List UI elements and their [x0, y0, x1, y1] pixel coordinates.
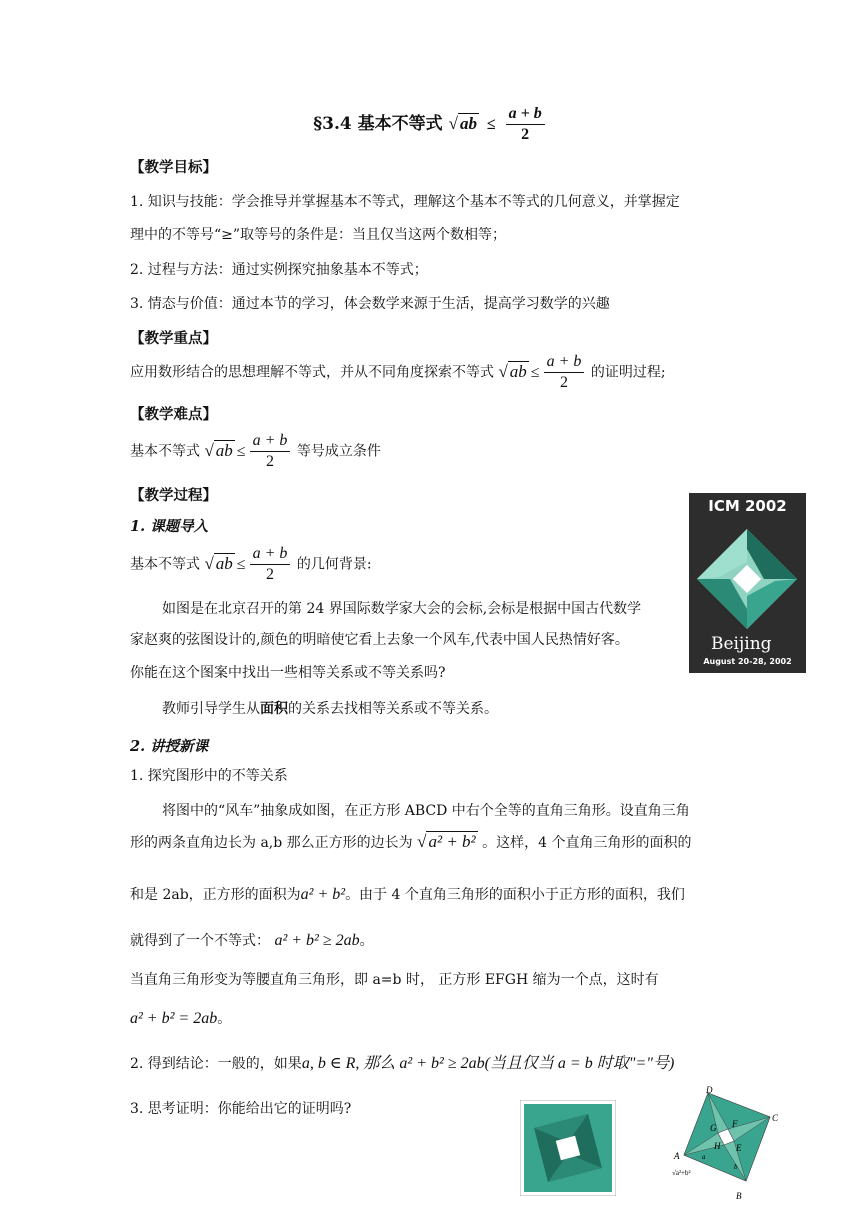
fraction-a-plus-b-over-2: $\frac{a + b}{2}$: [506, 104, 545, 145]
intro-p1: 如图是在北京召开的第 24 界国际数学家大会的会标,会标是根据中国古代数学: [162, 601, 642, 617]
intro-heading: 1. 课题导入: [130, 518, 209, 535]
svg-text:A: A: [674, 1151, 680, 1161]
lecture-p4: 就得到了一个不等式： a² + b² ≥ 2ab。: [130, 932, 374, 949]
windmill-icon: [689, 519, 806, 639]
intro-p2: 家赵爽的弦图设计的,颜色的明暗使它看上去象一个风车,代表中国人民热情好客。: [130, 632, 629, 648]
lecture-p3: 和是 2ab，正方形的面积为a² + b²。由于 4 个直角三角形的面积小于正方形的面积，我们: [130, 886, 685, 903]
goals-heading: 【教学目标】: [130, 159, 217, 176]
lecture-s1: 1. 探究图形中的不等关系: [130, 768, 288, 784]
svg-text:C: C: [772, 1113, 779, 1123]
square-abcd-figure: [662, 1085, 782, 1203]
lecture-p5: 当直角三角形变为等腰直角三角形，即 a=b 时， 正方形 EFGH 缩为一个点，这时有: [130, 972, 659, 988]
goal-1b: 理中的不等号“≥”取等号的条件是：当且仅当这两个数相等；: [130, 227, 507, 243]
icm-2002-logo: ICM 2002 Beijing August 20-28, 2002: [689, 493, 806, 673]
svg-text:b: b: [734, 1163, 738, 1171]
lecture-p6: a² + b² = 2ab。: [130, 1010, 232, 1027]
svg-text:a: a: [702, 1153, 706, 1161]
svg-text:√a²+b²: √a²+b²: [672, 1169, 691, 1177]
lecture-heading: 2. 讲授新课: [130, 738, 209, 755]
page-title: §3.4 基本不等式 √ ab ≤ $\frac{a + b}{2}$: [0, 104, 860, 145]
key-heading: 【教学重点】: [130, 330, 217, 347]
svg-text:E: E: [736, 1143, 742, 1153]
goal-3: 3. 情态与价值：通过本节的学习，体会数学来源于生活，提高学习数学的兴趣: [130, 296, 610, 312]
intro-p4: 教师引导学生从面积的关系去找相等关系或不等关系。: [162, 701, 498, 717]
process-heading: 【教学过程】: [130, 487, 217, 504]
sqrt-ab: √ ab: [448, 114, 477, 133]
svg-text:G: G: [710, 1123, 717, 1133]
svg-text:B: B: [736, 1191, 742, 1201]
goal-2: 2. 过程与方法：通过实例探究抽象基本不等式；: [130, 262, 428, 278]
svg-text:F: F: [732, 1119, 738, 1129]
lecture-s2: 2. 得到结论：一般的，如果a, b ∈ R, 那么 a² + b² ≥ 2ab(当且仅当 a = b 时取"="号): [130, 1055, 675, 1072]
difficulty-text: 基本不等式 √ ab ≤ $\frac{a + b}{2}$ 等号成立条件: [130, 432, 381, 470]
intro-p3: 你能在这个图案中找出一些相等关系或不等关系吗?: [130, 665, 446, 681]
svg-text:D: D: [706, 1085, 713, 1095]
lecture-s3: 3. 思考证明：你能给出它的证明吗?: [130, 1101, 352, 1117]
lecture-p1: 将图中的“风车”抽象成如图，在正方形 ABCD 中右个全等的直角三角形。设直角三角: [162, 803, 690, 819]
windmill-figure: [520, 1100, 616, 1196]
key-text: 应用数形结合的思想理解不等式，并从不同角度探索不等式 √ ab ≤ $\frac{a + b}{2}$ 的证明过程;: [130, 353, 666, 391]
goal-1a: 1. 知识与技能：学会推导并掌握基本不等式，理解这个基本不等式的几何意义，并掌握定: [130, 194, 680, 210]
difficulty-heading: 【教学难点】: [130, 406, 217, 423]
lecture-p2: 形的两条直角边长为 a,b 那么正方形的边长为 √ a² + b² 。这样，4 个直角三角形的面积的: [130, 832, 692, 851]
svg-text:H: H: [714, 1141, 721, 1151]
intro-line: 基本不等式 √ ab ≤ $\frac{a + b}{2}$ 的几何背景:: [130, 545, 372, 583]
